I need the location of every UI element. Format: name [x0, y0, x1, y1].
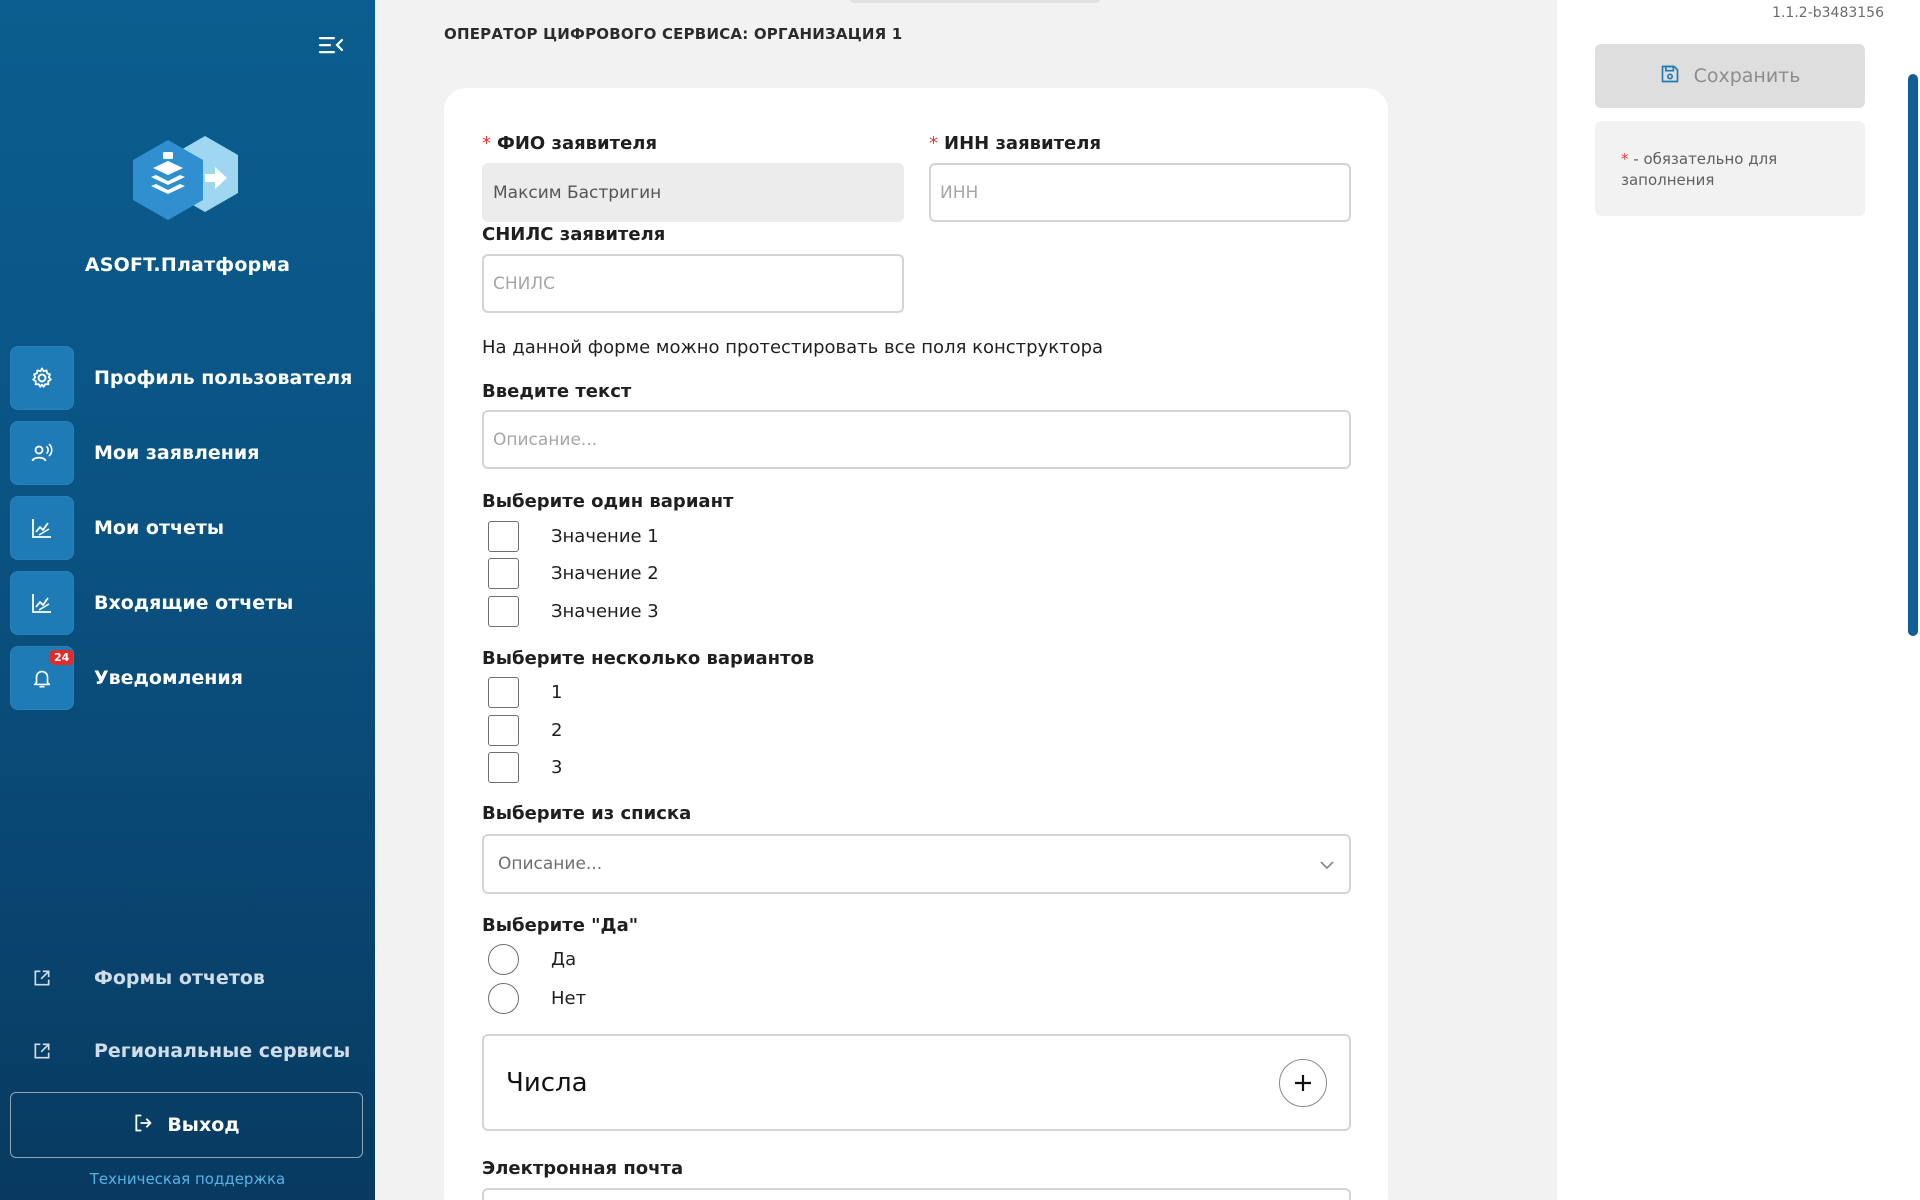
gear-icon — [10, 346, 74, 410]
floppy-disk-icon — [1660, 64, 1680, 88]
chevron-down-icon — [1319, 855, 1335, 874]
multi-option-1[interactable] — [488, 677, 562, 708]
required-hint — [1595, 121, 1865, 216]
section-title: Числа — [506, 1067, 588, 1098]
radio-option-no[interactable] — [488, 983, 586, 1014]
chart-report-icon — [10, 496, 74, 560]
save-button[interactable] — [1595, 44, 1865, 108]
add-button[interactable] — [1279, 1059, 1327, 1107]
plus-icon — [1293, 1073, 1313, 1093]
version-label: 1.1.2-b3483156 — [1772, 5, 1884, 21]
required-mark: * — [482, 133, 491, 154]
ext-label-regional-services: Региональные сервисы — [94, 1040, 351, 1062]
option-label: Нет — [551, 988, 587, 1009]
scroll-thumb[interactable] — [1908, 74, 1918, 636]
option-label: Значение 3 — [551, 601, 659, 622]
logout-button[interactable] — [10, 1092, 363, 1158]
text-label: Введите текст — [482, 381, 632, 402]
save-label: Сохранить — [1693, 65, 1801, 87]
ext-link-regional-services[interactable] — [10, 1021, 365, 1081]
brand-name: ASOFT.Платформа — [84, 254, 291, 276]
external-links — [10, 948, 365, 1094]
inn-label — [929, 133, 1101, 154]
email-field[interactable] — [482, 1188, 1351, 1200]
main-nav — [10, 345, 365, 720]
nav-item-applications[interactable] — [10, 420, 365, 485]
ext-link-report-forms[interactable] — [10, 948, 365, 1008]
checkbox[interactable] — [488, 677, 519, 708]
notification-badge: 24 — [50, 650, 73, 665]
single-option-3[interactable] — [488, 596, 659, 627]
snils-field[interactable] — [482, 254, 904, 313]
nav-item-notifications[interactable] — [10, 645, 365, 710]
logout-label: Выход — [167, 1114, 240, 1136]
nav-item-profile[interactable] — [10, 345, 365, 410]
logo — [0, 130, 375, 276]
email-label: Электронная почта — [482, 1158, 684, 1179]
fio-label-text: ФИО заявителя — [497, 133, 658, 154]
option-label: 2 — [551, 720, 563, 741]
ext-label-report-forms: Формы отчетов — [94, 967, 265, 989]
form-info-text: На данной форме можно протестировать все поля конструктора — [482, 337, 1104, 358]
yes-no-label: Выберите "Да" — [482, 915, 639, 936]
single-option-1[interactable] — [488, 521, 659, 552]
nav-label-notifications: Уведомления — [94, 666, 243, 689]
inn-field[interactable] — [929, 163, 1351, 222]
checkbox[interactable] — [488, 521, 519, 552]
logout-icon — [133, 1113, 153, 1137]
bell-icon — [10, 646, 74, 710]
org-title: ОПЕРАТОР ЦИФРОВОГО СЕРВИСА: ОРГАНИЗАЦИЯ 1 — [444, 25, 903, 43]
option-label: Да — [551, 949, 577, 970]
chart-report-icon — [10, 571, 74, 635]
single-choice-label: Выберите один вариант — [482, 491, 734, 512]
snils-label: СНИЛС заявителя — [482, 224, 666, 245]
nav-label-my-reports: Мои отчеты — [94, 516, 225, 539]
nav-label-incoming-reports: Входящие отчеты — [94, 591, 294, 614]
multi-option-3[interactable] — [488, 752, 562, 783]
nav-label-profile: Профиль пользователя — [94, 366, 353, 389]
external-link-icon — [10, 968, 74, 988]
nav-item-my-reports[interactable] — [10, 495, 365, 560]
option-label: Значение 1 — [551, 526, 659, 547]
description-input[interactable] — [482, 410, 1351, 469]
external-link-icon — [10, 1041, 74, 1061]
radio-option-yes[interactable] — [488, 944, 576, 975]
list-select[interactable] — [482, 834, 1351, 894]
user-voice-icon — [10, 421, 74, 485]
single-option-2[interactable] — [488, 558, 659, 589]
sidebar — [0, 0, 375, 1200]
checkbox[interactable] — [488, 715, 519, 746]
option-label: 3 — [551, 757, 563, 778]
hint-text: - обязательно для заполнения — [1621, 150, 1778, 189]
fio-label — [482, 133, 657, 154]
hint-required-mark: * — [1621, 150, 1629, 168]
checkbox[interactable] — [488, 596, 519, 627]
platform-logo-icon — [113, 130, 263, 240]
nav-item-incoming-reports[interactable] — [10, 570, 365, 635]
radio[interactable] — [488, 944, 519, 975]
checkbox[interactable] — [488, 558, 519, 589]
multi-choice-label: Выберите несколько вариантов — [482, 648, 815, 669]
select-placeholder: Описание... — [498, 854, 603, 874]
collapse-sidebar-icon[interactable] — [316, 32, 346, 58]
option-label: 1 — [551, 682, 563, 703]
option-label: Значение 2 — [551, 563, 659, 584]
right-panel — [1557, 0, 1906, 1200]
support-link[interactable]: Техническая поддержка — [89, 1170, 286, 1188]
scrollbar[interactable] — [1906, 0, 1920, 1200]
fio-field[interactable] — [482, 163, 904, 222]
nav-label-applications: Мои заявления — [94, 441, 260, 464]
checkbox[interactable] — [488, 752, 519, 783]
inn-label-text: ИНН заявителя — [944, 133, 1102, 154]
multi-option-2[interactable] — [488, 715, 562, 746]
list-label: Выберите из списка — [482, 803, 692, 824]
required-mark: * — [929, 133, 938, 154]
top-tab-handle — [850, 0, 1100, 3]
radio[interactable] — [488, 983, 519, 1014]
numbers-section — [482, 1034, 1351, 1131]
